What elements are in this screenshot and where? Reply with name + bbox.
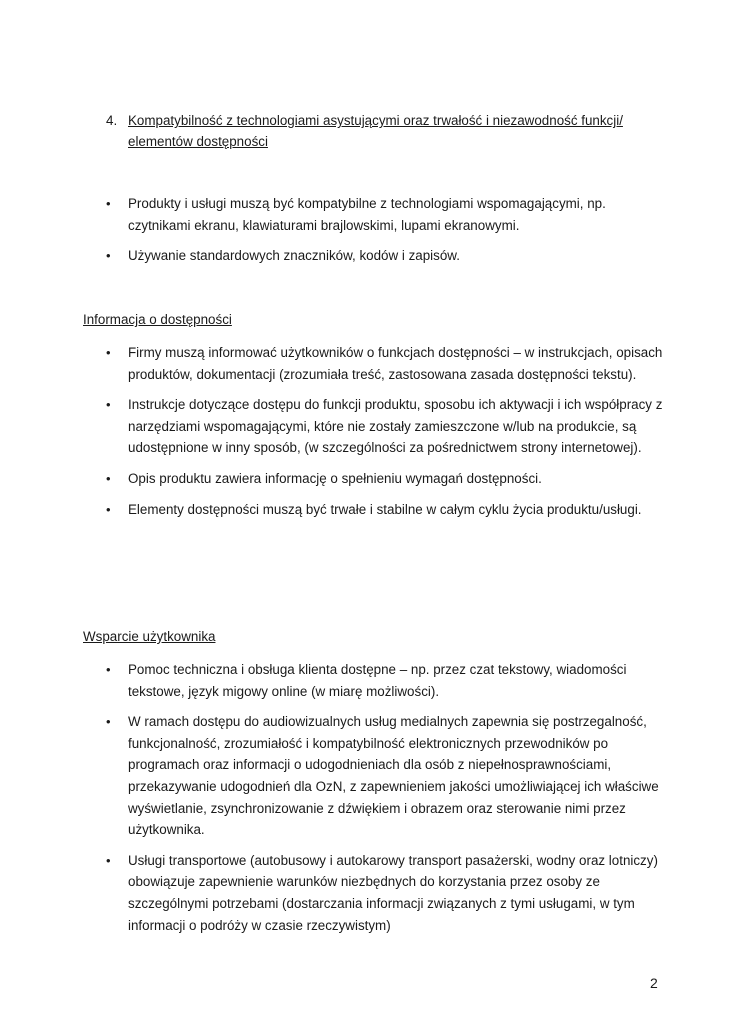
compatibility-bullet-list bbox=[106, 193, 666, 267]
bullet-icon: • bbox=[106, 662, 111, 677]
support-bullet-list bbox=[106, 659, 666, 936]
bullet-icon: • bbox=[106, 852, 111, 868]
page-number: 2 bbox=[650, 975, 658, 991]
list-item: • Produkty i usługi muszą być kompatybilne z technologiami wspomagającymi, np. czytnikami ekranu, klawiaturami brajlowskimi, lupami ekranowymi. bbox=[106, 193, 666, 236]
section-heading-information: Informacja o dostępności bbox=[83, 312, 232, 327]
bullet-icon: • bbox=[106, 248, 111, 264]
list-item: • Elementy dostępności muszą być trwałe i stabilne w całym cyklu życia produktu/usługi. bbox=[106, 499, 666, 521]
section-title: Kompatybilność z technologiami asystującymi oraz trwałość i niezawodność funkcji/ elementów dostępności bbox=[128, 113, 623, 149]
numbered-item-4 bbox=[106, 110, 666, 152]
list-number: 4. bbox=[106, 113, 118, 128]
list-item: • Pomoc techniczna i obsługa klienta dostępne – np. przez czat tekstowy, wiadomości tekstowe, język migowy online (w miarę możliwości). bbox=[106, 659, 666, 702]
bullet-icon: • bbox=[106, 345, 111, 360]
bullet-icon: • bbox=[106, 397, 111, 413]
list-item: • W ramach dostępu do audiowizualnych usług medialnych zapewnia się postrzegalność, funkcjonalność, zrozumiałość i kompatybilność elektronicznych przewodników po programach oraz informacji o udogodnieniach dla osób z niepełnosprawnościami, przekazywanie udogodnień dla OzN, z zapewnieniem jakości umożliwiającej ich właściwe wyświetlanie, zsynchronizowanie z dźwiękiem i obrazem oraz sterowanie nimi przez użytkownika. bbox=[106, 711, 666, 841]
list-item: • Usługi transportowe (autobusowy i autokarowy transport pasażerski, wodny oraz lotniczy) obowiązuje zapewnienie warunków niezbędnych do korzystania przez osoby ze szczególnymi potrzebami (dostarczania informacji związanych z tymi usługami, w tym informacji o podróży w czasie rzeczywistym) bbox=[106, 850, 666, 936]
bullet-icon: • bbox=[106, 501, 111, 517]
information-bullet-list bbox=[106, 342, 666, 520]
list-item: • Opis produktu zawiera informację o spełnieniu wymagań dostępności. bbox=[106, 468, 666, 490]
list-item: • Używanie standardowych znaczników, kodów i zapisów. bbox=[106, 245, 666, 267]
bullet-icon: • bbox=[106, 196, 111, 211]
bullet-icon: • bbox=[106, 714, 111, 730]
section-heading-support: Wsparcie użytkownika bbox=[83, 629, 216, 644]
bullet-icon: • bbox=[106, 470, 111, 486]
list-item: • Instrukcje dotyczące dostępu do funkcji produktu, sposobu ich aktywacji i ich współpracy z narzędziami wspomagającymi, które nie zostały zamieszczone w/lub na produkcie, są udostępnione w inny sposób, (w szczególności za pośrednictwem strony internetowej). bbox=[106, 394, 666, 459]
list-item: • Firmy muszą informować użytkowników o funkcjach dostępności – w instrukcjach, opisach produktów, dokumentacji (zrozumiała treść, zastosowana zasada dostępności tekstu). bbox=[106, 342, 666, 385]
